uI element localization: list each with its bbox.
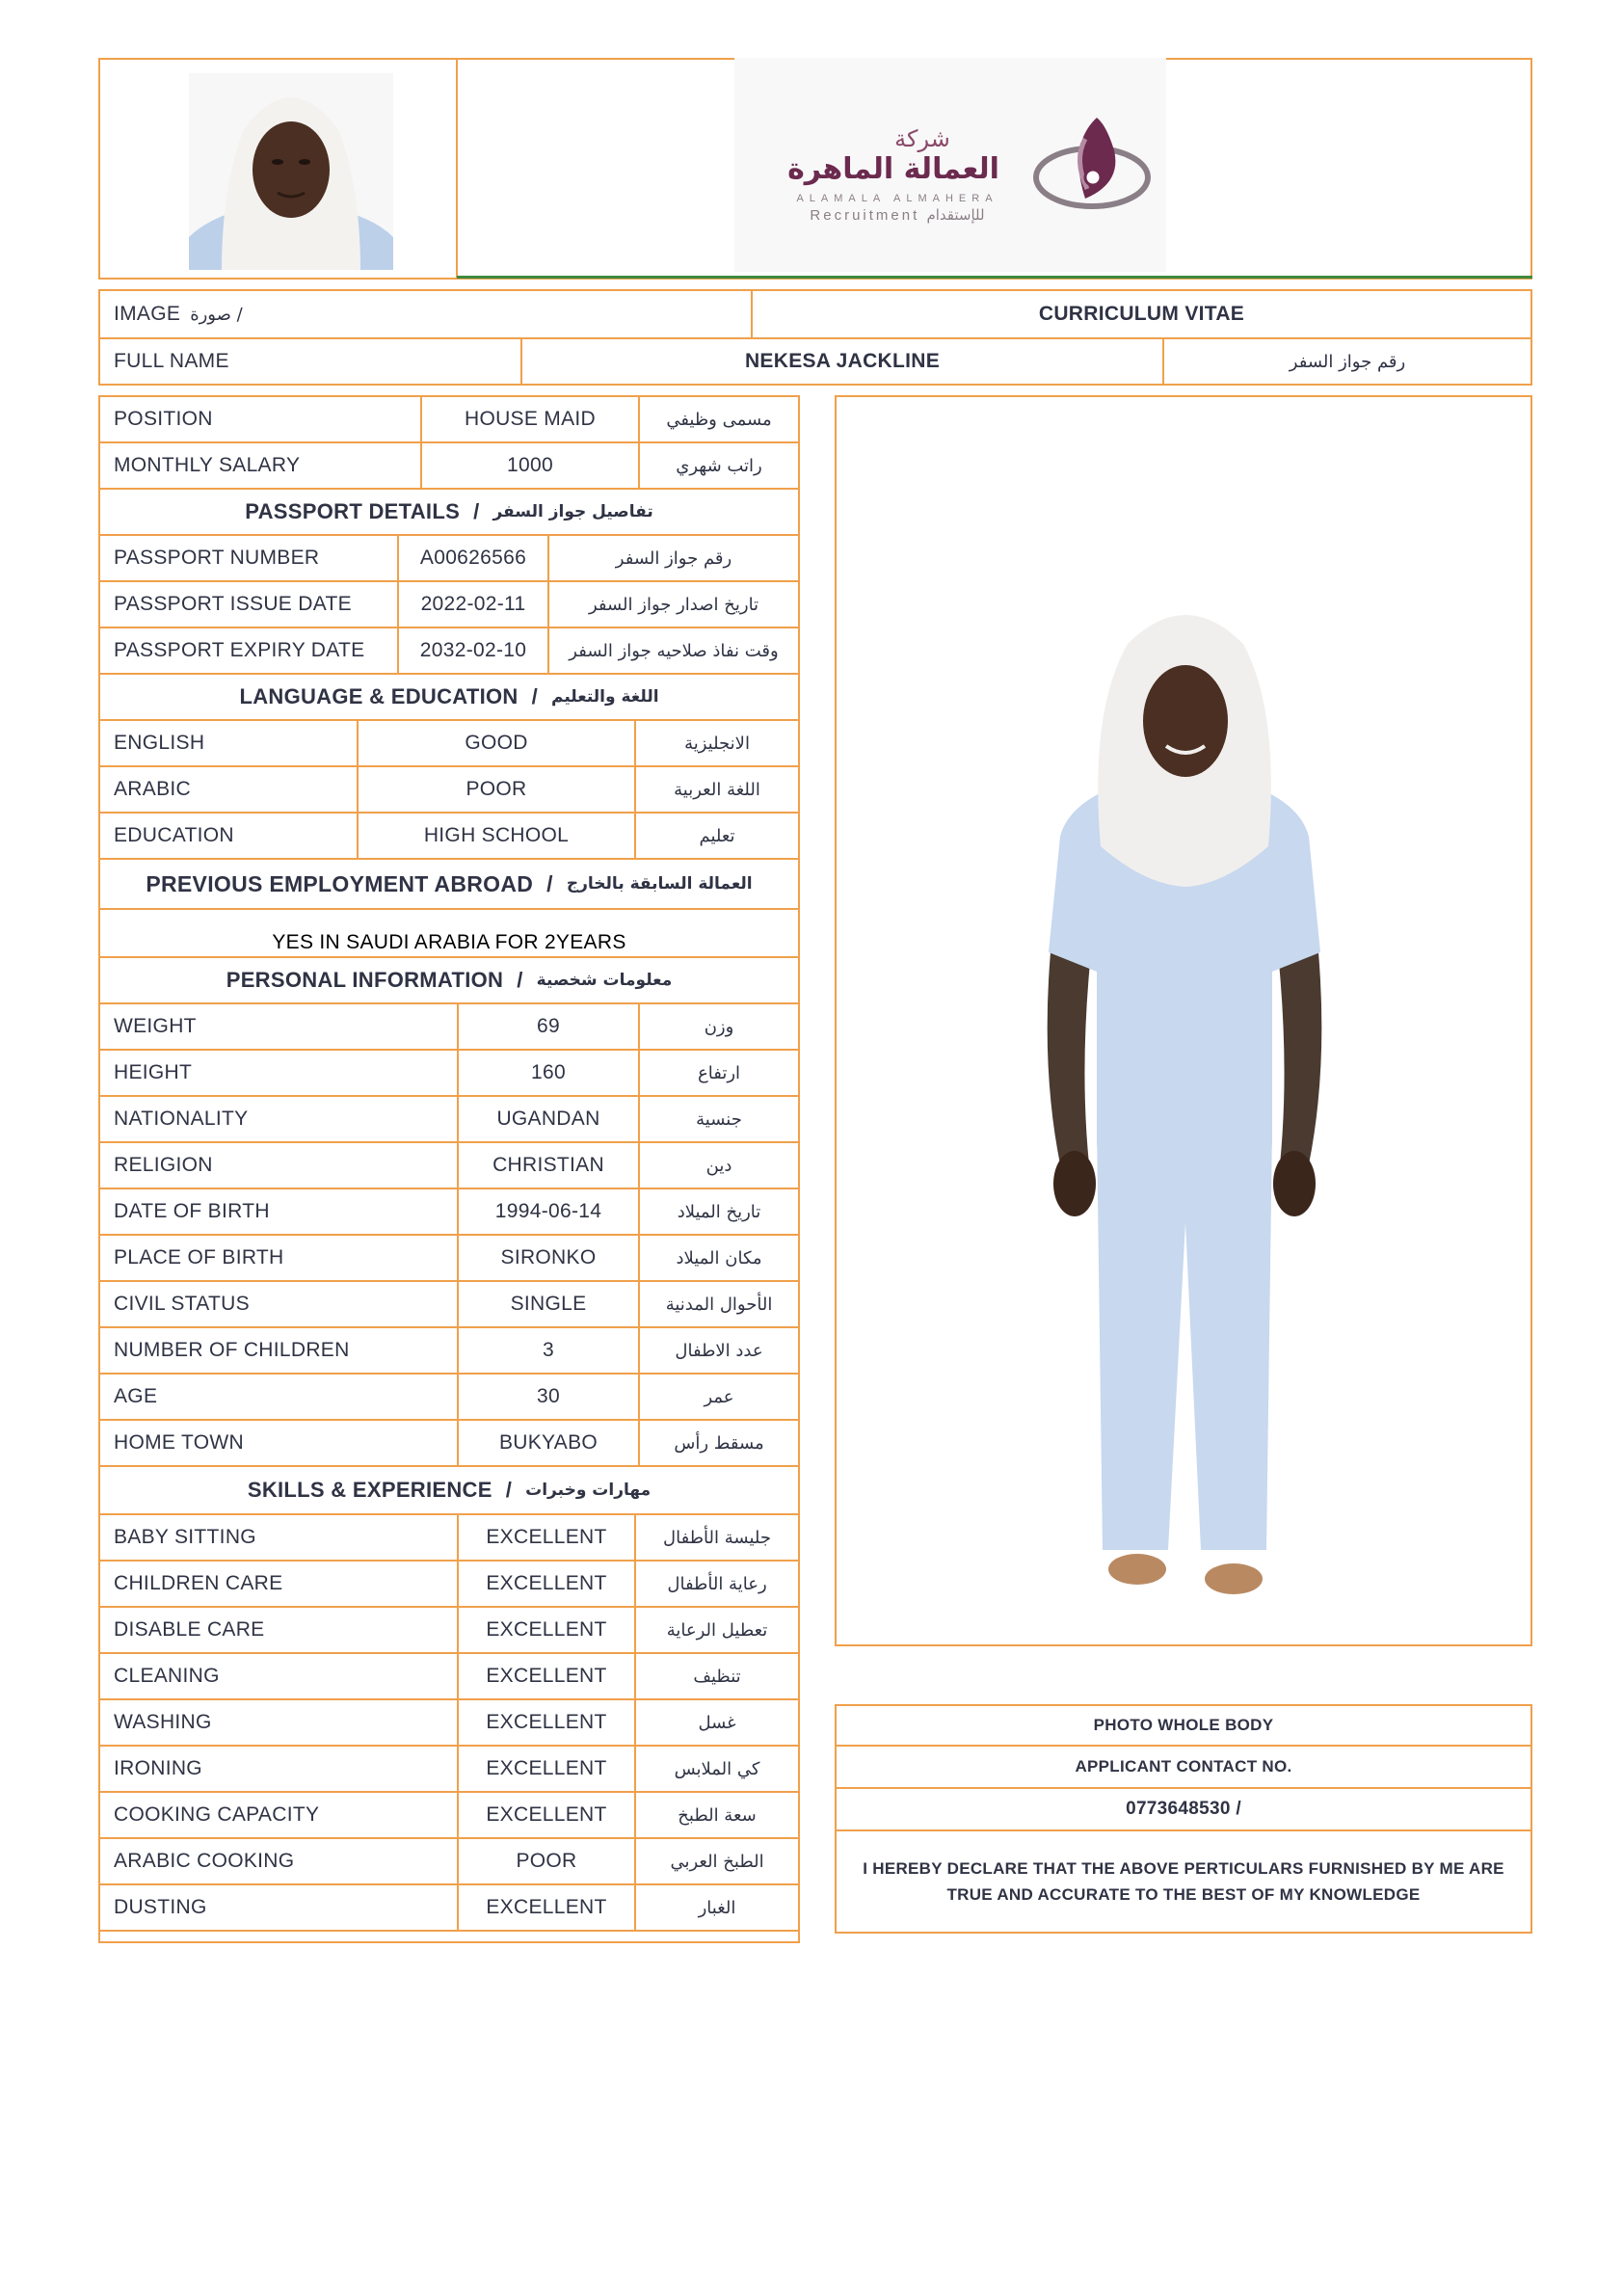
skill-row-label: COOKING CAPACITY: [114, 1803, 320, 1826]
language-row-value: POOR: [466, 778, 527, 800]
column-divider: [457, 1002, 459, 1049]
skill-row-label-ar: الغبار: [698, 1897, 736, 1918]
language-row-label-ar: تعليم: [699, 825, 735, 846]
title-separator: /: [473, 499, 480, 523]
personal-row-value: SINGLE: [510, 1293, 587, 1315]
column-divider: [457, 1560, 459, 1606]
skill-row-value: EXCELLENT: [486, 1618, 607, 1641]
image-label-cell: [100, 291, 751, 337]
passport-section: [100, 490, 798, 534]
employment-section-title: PREVIOUS EMPLOYMENT ABROAD: [146, 870, 534, 896]
personal-row-label-ar: عمر: [704, 1386, 734, 1407]
passport-row-label-ar: وقت نفاذ صلاحيه جواز السفر: [569, 640, 779, 661]
logo-arabic-name: العمالة الماهرة: [787, 152, 999, 186]
passport-row-value: A00626566: [419, 547, 527, 569]
personal-section: [100, 958, 798, 1002]
fullname-value: NEKESA JACKLINE: [744, 350, 941, 372]
column-divider: [357, 719, 359, 765]
skill-row-value: EXCELLENT: [486, 1665, 607, 1687]
personal-row-label-ar: تاريخ الميلاد: [677, 1201, 761, 1222]
personal-row-label: NUMBER OF CHILDREN: [114, 1339, 350, 1361]
personal-row-label-ar: ارتفاع: [697, 1062, 741, 1083]
column-divider: [634, 812, 636, 858]
employment-section: [100, 860, 798, 908]
column-divider: [638, 1280, 640, 1326]
fullname-label: FULL NAME: [114, 350, 229, 372]
fullname-label-ar: رقم جواز السفر: [1289, 351, 1406, 372]
personal-row-label-ar: مسقط رأس: [674, 1432, 764, 1454]
contact-value: 0773648530 /: [1126, 1799, 1241, 1819]
personal-row-label: CIVIL STATUS: [114, 1293, 250, 1315]
skill-row-label: BABY SITTING: [114, 1526, 256, 1548]
language-row-value: GOOD: [465, 732, 528, 754]
language-section: [100, 675, 798, 719]
column-divider: [457, 1883, 459, 1930]
column-divider: [457, 1745, 459, 1791]
declaration-text: I HEREBY DECLARE THAT THE ABOVE PERTICULARS FURNISHED BY ME ARE TRUE AND ACCURATE TO THE BEST OF MY KNOWLEDGE: [863, 1859, 1504, 1904]
column-divider: [547, 627, 549, 673]
column-divider: [457, 1280, 459, 1326]
column-divider: [457, 1837, 459, 1883]
skill-row-label: CLEANING: [114, 1665, 220, 1687]
header-green-line: [457, 276, 1532, 279]
column-divider: [634, 1606, 636, 1652]
column-divider: [457, 1234, 459, 1280]
position-row-label-ar: مسمى وظيفي: [666, 409, 772, 430]
column-divider: [638, 1188, 640, 1234]
column-divider: [638, 1326, 640, 1373]
personal-row-value: 69: [537, 1015, 560, 1037]
column-divider: [638, 441, 640, 488]
column-divider: [420, 395, 422, 441]
position-row-label: POSITION: [114, 408, 213, 430]
column-divider: [457, 1326, 459, 1373]
skill-row-label: WASHING: [114, 1711, 212, 1733]
column-divider: [638, 1095, 640, 1141]
column-divider: [357, 765, 359, 812]
column-divider: [634, 765, 636, 812]
language-row-label-ar: الانجليزية: [684, 733, 750, 754]
language-row-label: EDUCATION: [114, 824, 234, 846]
personal-row-value: UGANDAN: [496, 1108, 600, 1130]
passport-section-title: PASSPORT DETAILS: [245, 499, 461, 523]
skill-row-value: EXCELLENT: [486, 1757, 607, 1779]
skill-row-label-ar: تنظيف: [693, 1666, 741, 1687]
skill-row-label: CHILDREN CARE: [114, 1572, 283, 1594]
skill-row-label-ar: جليسة الأطفال: [663, 1527, 771, 1548]
personal-row-label-ar: جنسية: [696, 1108, 742, 1130]
skill-row-value: EXCELLENT: [486, 1711, 607, 1733]
logo-latin-name: ALAMALA ALMAHERA: [796, 193, 998, 204]
position-row-label-ar: راتب شهري: [676, 455, 762, 476]
column-divider: [457, 1652, 459, 1698]
personal-row-label: WEIGHT: [114, 1015, 197, 1037]
language-section-title-ar: اللغة والتعليم: [551, 687, 659, 707]
title-separator: /: [517, 968, 523, 992]
title-separator: /: [546, 870, 553, 896]
employment-value: YES IN SAUDI ARABIA FOR 2YEARS: [272, 931, 626, 953]
column-divider: [634, 1791, 636, 1837]
personal-row-value: 160: [531, 1061, 566, 1083]
personal-section-title: PERSONAL INFORMATION: [226, 968, 504, 992]
personal-section-title-ar: معلومات شخصية: [536, 971, 673, 990]
full-body-photo: [1031, 605, 1338, 1617]
column-divider: [634, 1560, 636, 1606]
logo-arabic-company: شركة: [894, 125, 950, 152]
skills-section-title-ar: مهارات وخبرات: [525, 1481, 652, 1500]
language-row-label: ENGLISH: [114, 732, 205, 754]
skills-section: [100, 1467, 798, 1513]
column-divider: [638, 1419, 640, 1465]
personal-row-value: 30: [537, 1385, 560, 1407]
contact-label: APPLICANT CONTACT NO.: [1075, 1757, 1292, 1775]
column-divider: [357, 812, 359, 858]
personal-row-value: 1994-06-14: [494, 1200, 602, 1222]
skill-row-value: POOR: [516, 1850, 577, 1872]
skill-row-label-ar: غسل: [698, 1712, 736, 1733]
photo-caption: PHOTO WHOLE BODY: [1093, 1716, 1274, 1734]
passport-row-label-ar: تاريخ اصدار جواز السفر: [588, 594, 759, 615]
passport-row-label: PASSPORT ISSUE DATE: [114, 593, 352, 615]
personal-row-label: NATIONALITY: [114, 1108, 249, 1130]
personal-row-value: 3: [543, 1339, 554, 1361]
skill-row-label: DISABLE CARE: [114, 1618, 265, 1641]
column-divider: [457, 1188, 459, 1234]
column-divider: [634, 1513, 636, 1560]
column-divider: [397, 534, 399, 580]
position-row-value: HOUSE MAID: [464, 408, 596, 430]
title-separator: /: [531, 684, 539, 708]
row-divider: [98, 1930, 800, 1932]
skill-row-label-ar: كي الملابس: [674, 1758, 760, 1779]
personal-row-label: PLACE OF BIRTH: [114, 1246, 284, 1268]
passport-section-title-ar: تفاصيل جواز السفر: [492, 502, 653, 521]
personal-row-label-ar: وزن: [704, 1016, 734, 1037]
passport-row-label-ar: رقم جواز السفر: [615, 547, 732, 569]
column-divider: [638, 1234, 640, 1280]
image-label-ar: / صورة: [190, 304, 243, 325]
column-divider: [634, 1745, 636, 1791]
column-divider: [457, 1791, 459, 1837]
column-divider: [638, 1049, 640, 1095]
skills-section-title: SKILLS & EXPERIENCE: [247, 1478, 492, 1502]
header-divider: [456, 58, 458, 280]
column-divider: [457, 1141, 459, 1188]
column-divider: [547, 580, 549, 627]
language-row-label-ar: اللغة العربية: [674, 779, 760, 800]
column-divider: [457, 1419, 459, 1465]
column-divider: [457, 1095, 459, 1141]
personal-row-label-ar: عدد الاطفال: [675, 1340, 763, 1361]
passport-row-value: 2022-02-11: [420, 593, 526, 615]
skill-row-label: ARABIC COOKING: [114, 1850, 295, 1872]
personal-row-label-ar: مكان الميلاد: [676, 1247, 762, 1268]
logo-recruitment: Recruitment للإستقدام: [810, 207, 985, 224]
column-divider: [457, 1513, 459, 1560]
column-divider: [638, 1141, 640, 1188]
portrait-photo: [189, 73, 393, 270]
language-row-label: ARABIC: [114, 778, 191, 800]
position-row-value: 1000: [507, 454, 553, 476]
column-divider: [634, 1883, 636, 1930]
column-divider: [638, 1002, 640, 1049]
personal-row-value: BUKYABO: [498, 1431, 599, 1454]
personal-row-value: SIRONKO: [500, 1246, 597, 1268]
skill-row-label: IRONING: [114, 1757, 202, 1779]
cv-title: CURRICULUM VITAE: [1038, 303, 1245, 325]
skill-row-label-ar: رعاية الأطفال: [667, 1573, 767, 1594]
passport-row-label: PASSPORT NUMBER: [114, 547, 320, 569]
personal-row-label: HEIGHT: [114, 1061, 193, 1083]
column-divider: [397, 627, 399, 673]
column-divider: [457, 1606, 459, 1652]
column-divider: [634, 1652, 636, 1698]
column-divider: [457, 1049, 459, 1095]
skill-row-value: EXCELLENT: [486, 1896, 607, 1918]
column-divider: [634, 1698, 636, 1745]
column-divider: [634, 719, 636, 765]
language-row-value: HIGH SCHOOL: [423, 824, 570, 846]
personal-row-label: DATE OF BIRTH: [114, 1200, 270, 1222]
language-section-title: LANGUAGE & EDUCATION: [239, 684, 519, 708]
column-divider: [420, 441, 422, 488]
column-divider: [634, 1837, 636, 1883]
skill-row-label-ar: تعطيل الرعاية: [666, 1619, 768, 1641]
employment-section-title-ar: العمالة السابقة بالخارج: [566, 874, 753, 894]
personal-row-label-ar: الأحوال المدنية: [665, 1294, 773, 1315]
company-logo-icon: [1029, 106, 1155, 220]
position-row-label: MONTHLY SALARY: [114, 454, 301, 476]
skill-row-value: EXCELLENT: [486, 1572, 607, 1594]
column-divider: [638, 1373, 640, 1419]
personal-row-label: RELIGION: [114, 1154, 213, 1176]
skill-row-value: EXCELLENT: [486, 1526, 607, 1548]
company-logo: [734, 58, 1166, 272]
personal-row-label-ar: دين: [705, 1155, 732, 1176]
passport-row-label: PASSPORT EXPIRY DATE: [114, 639, 365, 661]
title-separator: /: [505, 1478, 513, 1502]
passport-row-value: 2032-02-10: [419, 639, 527, 661]
image-label: IMAGE: [114, 303, 181, 325]
skill-row-value: EXCELLENT: [486, 1803, 607, 1826]
column-divider: [547, 534, 549, 580]
skill-row-label: DUSTING: [114, 1896, 207, 1918]
skill-row-label-ar: الطبخ العربي: [670, 1851, 764, 1872]
column-divider: [638, 395, 640, 441]
personal-row-label: HOME TOWN: [114, 1431, 244, 1454]
personal-row-value: CHRISTIAN: [492, 1154, 604, 1176]
personal-row-label: AGE: [114, 1385, 158, 1407]
skill-row-label-ar: سعة الطبخ: [678, 1804, 757, 1826]
column-divider: [457, 1373, 459, 1419]
column-divider: [397, 580, 399, 627]
column-divider: [457, 1698, 459, 1745]
